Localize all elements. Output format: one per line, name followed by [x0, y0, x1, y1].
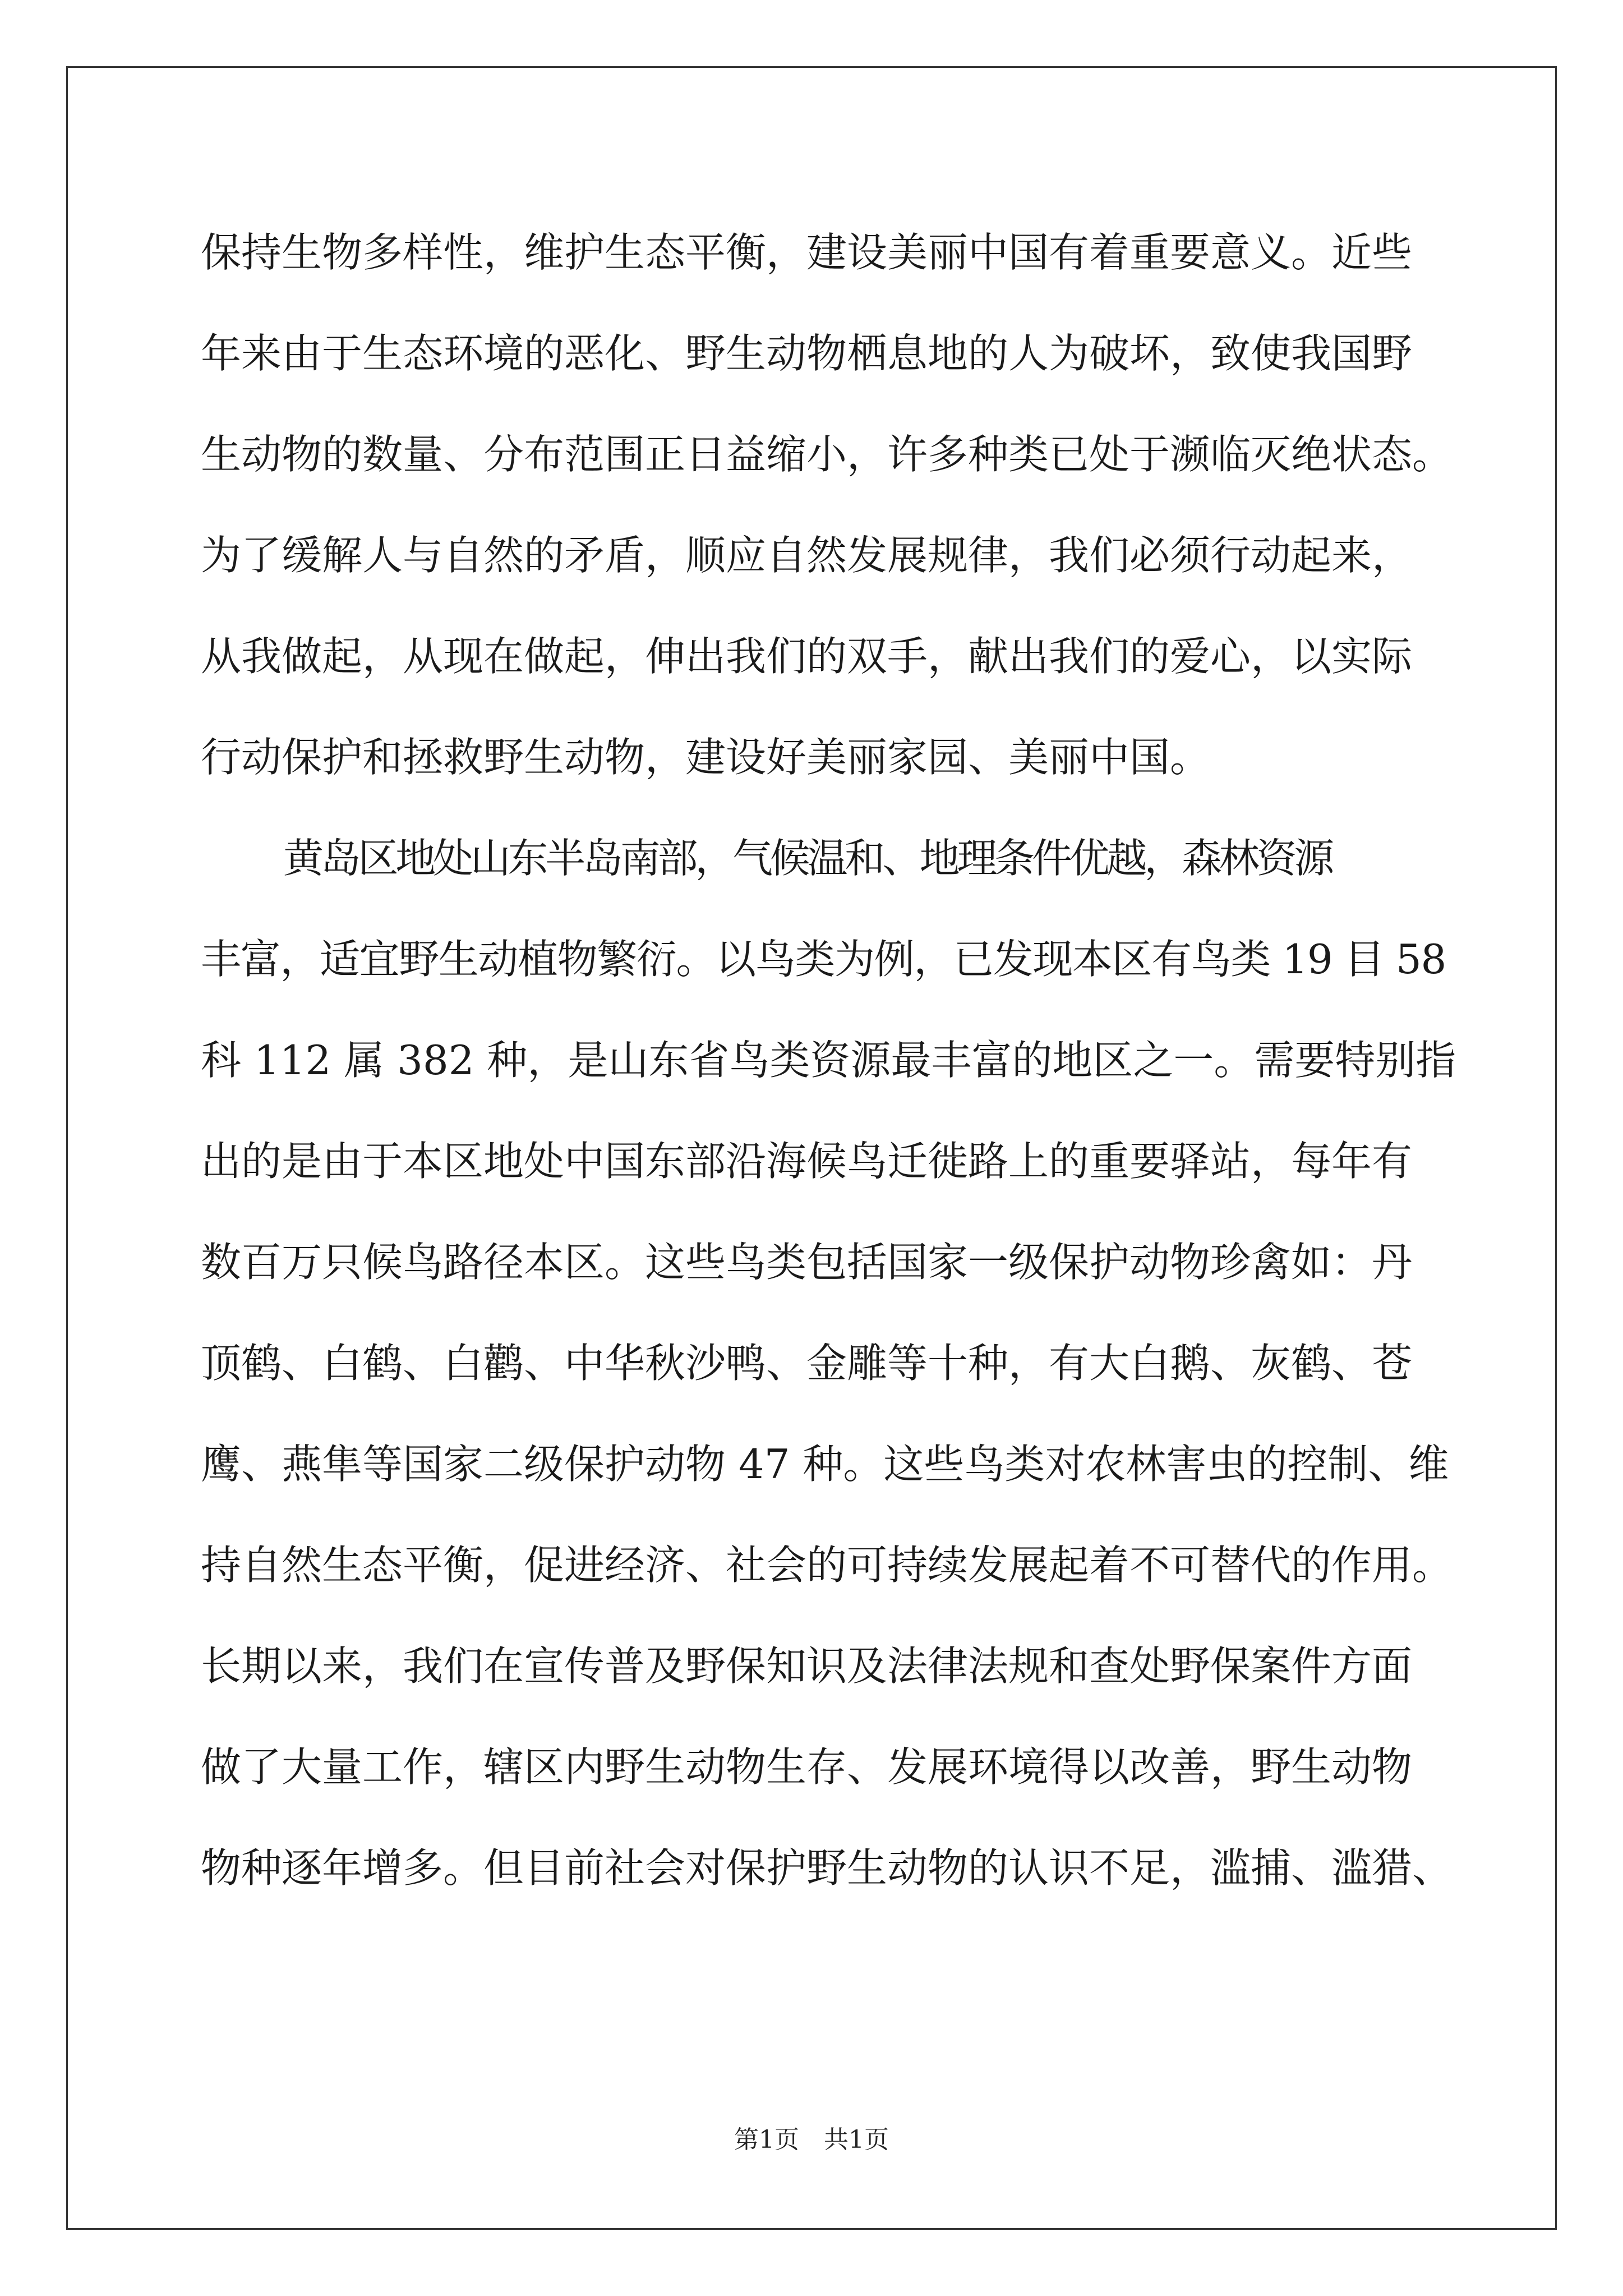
paragraph-first-line: 黄岛区地处山东半岛南部，气候温和、地理条件优越，森林资源	[283, 835, 1332, 882]
text-line: 长期以来，我们在宣传普及野保知识及法律法规和查处野保案件方面	[201, 1642, 1413, 1690]
text-line: 为了缓解人与自然的矛盾，顺应自然发展规律，我们必须行动起来，	[201, 532, 1413, 579]
text-line: 生动物的数量、分布范围正日益缩小，许多种类已处于濒临灭绝状态。	[201, 431, 1453, 478]
text-line: 鹰、燕隼等国家二级保护动物 47 种。这些鸟类对农林害虫的控制、维	[201, 1441, 1449, 1488]
text-line: 保持生物多样性，维护生态平衡，建设美丽中国有着重要意义。近些	[201, 229, 1413, 276]
text-line: 数百万只候鸟路径本区。这些鸟类包括国家一级保护动物珍禽如：丹	[201, 1239, 1413, 1286]
text-line: 科 112 属 382 种，是山东省鸟类资源最丰富的地区之一。需要特别指	[201, 1037, 1456, 1084]
text-line: 出的是由于本区地处中国东部沿海候鸟迁徙路上的重要驿站，每年有	[201, 1138, 1413, 1185]
text-line: 丰富，适宜野生动植物繁衍。以鸟类为例，已发现本区有鸟类 19 目 58	[201, 936, 1446, 983]
page-number: 第1页 共1页	[734, 2125, 889, 2154]
text-line: 做了大量工作，辖区内野生动物生存、发展环境得以改善，野生动物	[201, 1743, 1413, 1791]
text-line: 顶鹤、白鹤、白鹳、中华秋沙鸭、金雕等十种，有大白鹅、灰鹤、苍	[201, 1340, 1413, 1387]
text-line: 从我做起，从现在做起，伸出我们的双手，献出我们的爱心，以实际	[201, 633, 1413, 680]
text-line: 持自然生态平衡，促进经济、社会的可持续发展起着不可替代的作用。	[201, 1542, 1453, 1589]
text-line: 年来由于生态环境的恶化、野生动物栖息地的人为破坏，致使我国野	[201, 330, 1413, 377]
text-line: 行动保护和拯救野生动物，建设好美丽家园、美丽中国。	[201, 734, 1211, 781]
text-line: 物种逐年增多。但目前社会对保护野生动物的认识不足，滥捕、滥猎、	[201, 1844, 1453, 1892]
